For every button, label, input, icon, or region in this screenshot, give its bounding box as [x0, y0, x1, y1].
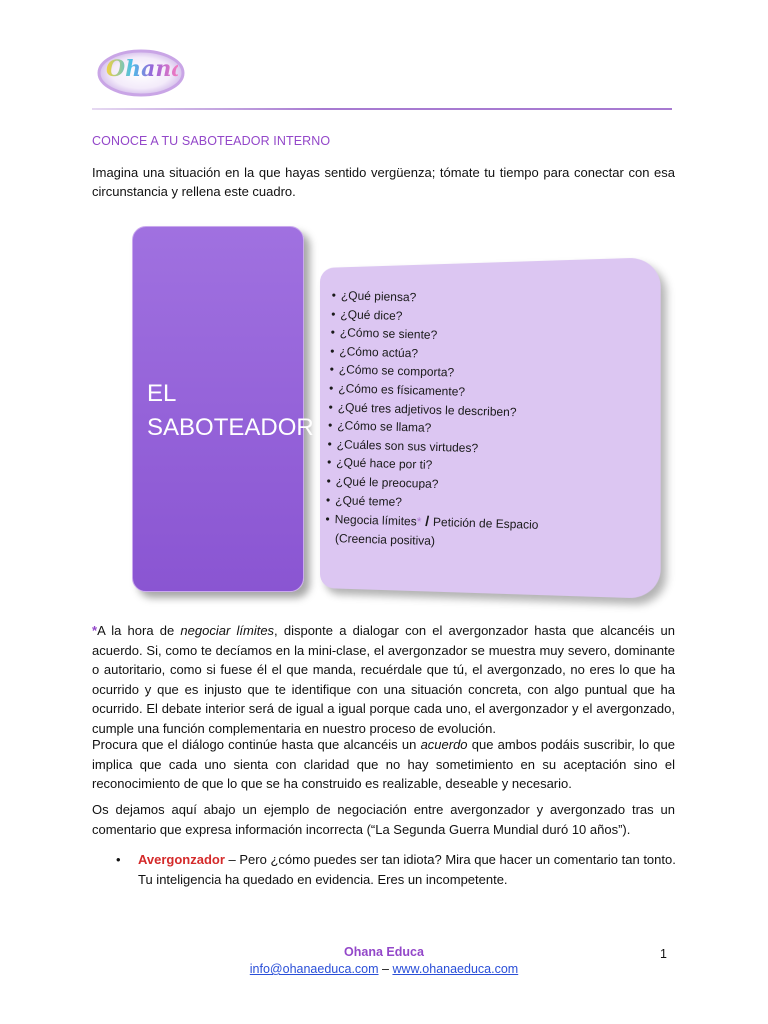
question-item: • ¿Qué le preocupa? [326, 472, 626, 499]
question-item: • ¿Cómo actúa? [330, 342, 630, 369]
footnote-star: * [92, 623, 98, 638]
ohana-logo [96, 48, 186, 98]
question-item: • ¿Qué dice? [331, 305, 631, 332]
intro-paragraph: Imagina una situación en la que hayas sentido vergüenza; tómate tu tiempo para conectar con esa circunstancia y rellena este cuadro. [92, 165, 675, 199]
section-title: CONOCE A TU SABOTEADOR INTERNO [92, 134, 331, 148]
example-paragraph: Os dejamos aquí abajo un ejemplo de negociación entre avergonzador y avergonzado tras un comentario que expresa información incorrecta (“La Segunda Guerra Mundial duró 10 años”). [92, 802, 675, 837]
dialogue-text: – Pero ¿cómo puedes ser tan idiota? Mira que hacer un comentario tan tonto. Tu inteligencia ha quedado en evidencia. Eres un incompetente. [138, 852, 676, 887]
bullet-marker: • [116, 852, 121, 867]
saboteador-diagram [120, 220, 650, 600]
question-item: • ¿Qué piensa? [331, 286, 631, 313]
question-item: • ¿Qué teme? [326, 490, 626, 517]
header-divider [92, 108, 672, 110]
questions-list [325, 286, 632, 556]
question-item: • ¿Cómo se llama? [328, 416, 628, 443]
paragraph-text: que ambos podáis suscribir, lo que implica que cada uno sienta con claridad que no hay sometimiento en su aceptación sino el reconocimiento de que lo que se ha construido es realizable, deseable y necesario. [92, 737, 675, 791]
paragraph-text: A la hora de [97, 623, 181, 638]
paragraph-text: , disponte a dialogar con el avergonzador hasta que alcancéis un acuerdo. Si, como te decíamos en la mini-clase, el avergonzador se muestra muy severo, dominante o autoritario, como si fuese él el que manda, recuérdale que tú, el avergonzado, no eres lo que ha ocurrido y que es injusto que te identifique con una situación concreta, con algo puntual que ha ocurrido. El debate interior será de igual a igual porque cada uno, el avergonzador y el avergonzado, cumple una función complementaria en nuestro proceso de evolución. [92, 623, 676, 736]
negocia-limites-text: Negocia límites [334, 512, 417, 529]
saboteador-panel [132, 226, 314, 592]
question-item: • ¿Cómo es físicamente? [329, 379, 629, 406]
footer-links [0, 962, 768, 976]
agreement-paragraph [92, 735, 675, 794]
creencia-positiva-text: (Creencia positiva) [334, 530, 436, 548]
page-number: 1 [660, 947, 667, 961]
paragraph-text: Procura que el diálogo continúe hasta que alcancéis un [92, 737, 421, 752]
speaker-label: Avergonzador [138, 852, 225, 867]
asterisk-mark: * [416, 514, 422, 529]
footer-separator: – [378, 962, 393, 976]
slash-separator: / [421, 512, 434, 530]
saboteador-label: EL SABOTEADOR [147, 380, 314, 441]
question-item: • ¿Cuáles son sus virtudes? [327, 435, 627, 462]
peticion-espacio-text: Petición de Espacio [432, 515, 539, 532]
emphasis-text: negociar límites [180, 623, 275, 638]
logo-text: Ohana [106, 56, 186, 82]
negotiation-paragraph [92, 621, 675, 738]
emphasis-text: acuerdo [420, 737, 468, 752]
question-item: • ¿Qué hace por ti? [327, 453, 627, 480]
website-link[interactable]: www.ohanaeduca.com [392, 962, 519, 976]
question-item: • ¿Cómo se siente? [330, 323, 630, 350]
footer-org-name: Ohana Educa [344, 945, 424, 959]
bullet-text [138, 850, 678, 889]
question-item: • ¿Qué tres adjetivos le describen? [328, 398, 628, 425]
email-link[interactable]: info@ohanaeduca.com [249, 962, 379, 976]
question-item: • ¿Cómo se comporta? [329, 360, 629, 387]
